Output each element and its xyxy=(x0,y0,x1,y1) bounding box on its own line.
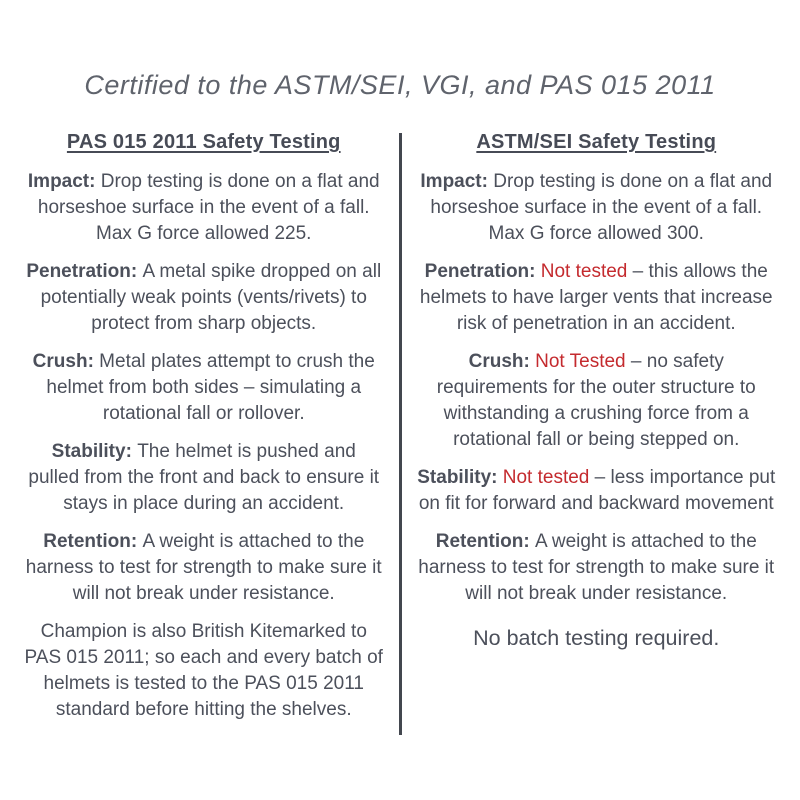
test-paragraph xyxy=(22,259,386,337)
test-description: Drop testing is done on a flat and horseshoe surface in the event of a fall. Max G force allowed 300. xyxy=(430,171,773,244)
test-description: Metal plates attempt to crush the helmet from both sides – simulating a rotational fall or rollover. xyxy=(46,351,375,424)
test-label: Penetration: xyxy=(424,261,541,282)
column-header-astm-sei: ASTM/SEI Safety Testing xyxy=(476,131,717,153)
test-paragraph xyxy=(415,349,779,453)
column-divider xyxy=(399,133,402,735)
test-paragraph xyxy=(415,259,779,337)
test-paragraph xyxy=(22,529,386,607)
test-description: Drop testing is done on a flat and horseshoe surface in the event of a fall. Max G force allowed 225. xyxy=(37,171,380,244)
column-astm-sei xyxy=(415,131,779,735)
test-paragraph xyxy=(22,169,386,247)
test-paragraph xyxy=(22,439,386,517)
comparison-columns xyxy=(22,131,778,735)
test-description: A weight is attached to the harness to test for strength to make sure it will not break under resistance. xyxy=(25,531,382,604)
test-label: Stability: xyxy=(417,467,503,488)
test-label: Impact: xyxy=(420,171,494,192)
test-label: Crush: xyxy=(32,351,100,372)
not-tested-text: Not tested xyxy=(540,261,628,282)
test-label: Retention: xyxy=(43,531,143,552)
test-paragraph xyxy=(22,619,386,723)
test-paragraph xyxy=(415,465,779,517)
test-description: The helmet is pushed and pulled from the front and back to ensure it stays in place during an accident. xyxy=(28,441,380,514)
not-tested-text: Not tested xyxy=(502,467,590,488)
test-label: Stability: xyxy=(51,441,138,462)
column-header-pas-015: PAS 015 2011 Safety Testing xyxy=(66,131,341,153)
test-paragraph xyxy=(415,529,779,607)
column-body-pas-015 xyxy=(22,169,386,723)
test-label: Retention: xyxy=(435,531,535,552)
test-description: No batch testing required. xyxy=(473,626,720,650)
column-pas-015 xyxy=(22,131,386,735)
page-title: Certified to the ASTM/SEI, VGI, and PAS 015 2011 xyxy=(84,70,716,100)
test-label: Crush: xyxy=(468,351,536,372)
test-paragraph xyxy=(415,169,779,247)
test-label: Impact: xyxy=(27,171,101,192)
not-tested-text: Not Tested xyxy=(535,351,626,372)
test-description: – less importance put on fit for forward and backward movement xyxy=(418,467,776,514)
note-paragraph xyxy=(415,625,779,651)
test-label: Penetration: xyxy=(26,261,143,282)
test-description: A metal spike dropped on all potentially weak points (vents/rivets) to protect from sharp objects. xyxy=(40,261,382,334)
test-description: Champion is also British Kitemarked to PAS 015 2011; so each and every batch of helmets is tested to the PAS 015 2011 standard before hitting the shelves. xyxy=(24,621,383,720)
test-description: – this allows the helmets to have larger vents that increase risk of penetration in an accident. xyxy=(419,261,773,334)
test-description: A weight is attached to the harness to test for strength to make sure it will not break under resistance. xyxy=(418,531,775,604)
test-description: – no safety requirements for the outer structure to withstanding a crushing force from a rotational fall or being stepped on. xyxy=(436,351,756,450)
column-body-astm-sei xyxy=(415,169,779,651)
test-paragraph xyxy=(22,349,386,427)
